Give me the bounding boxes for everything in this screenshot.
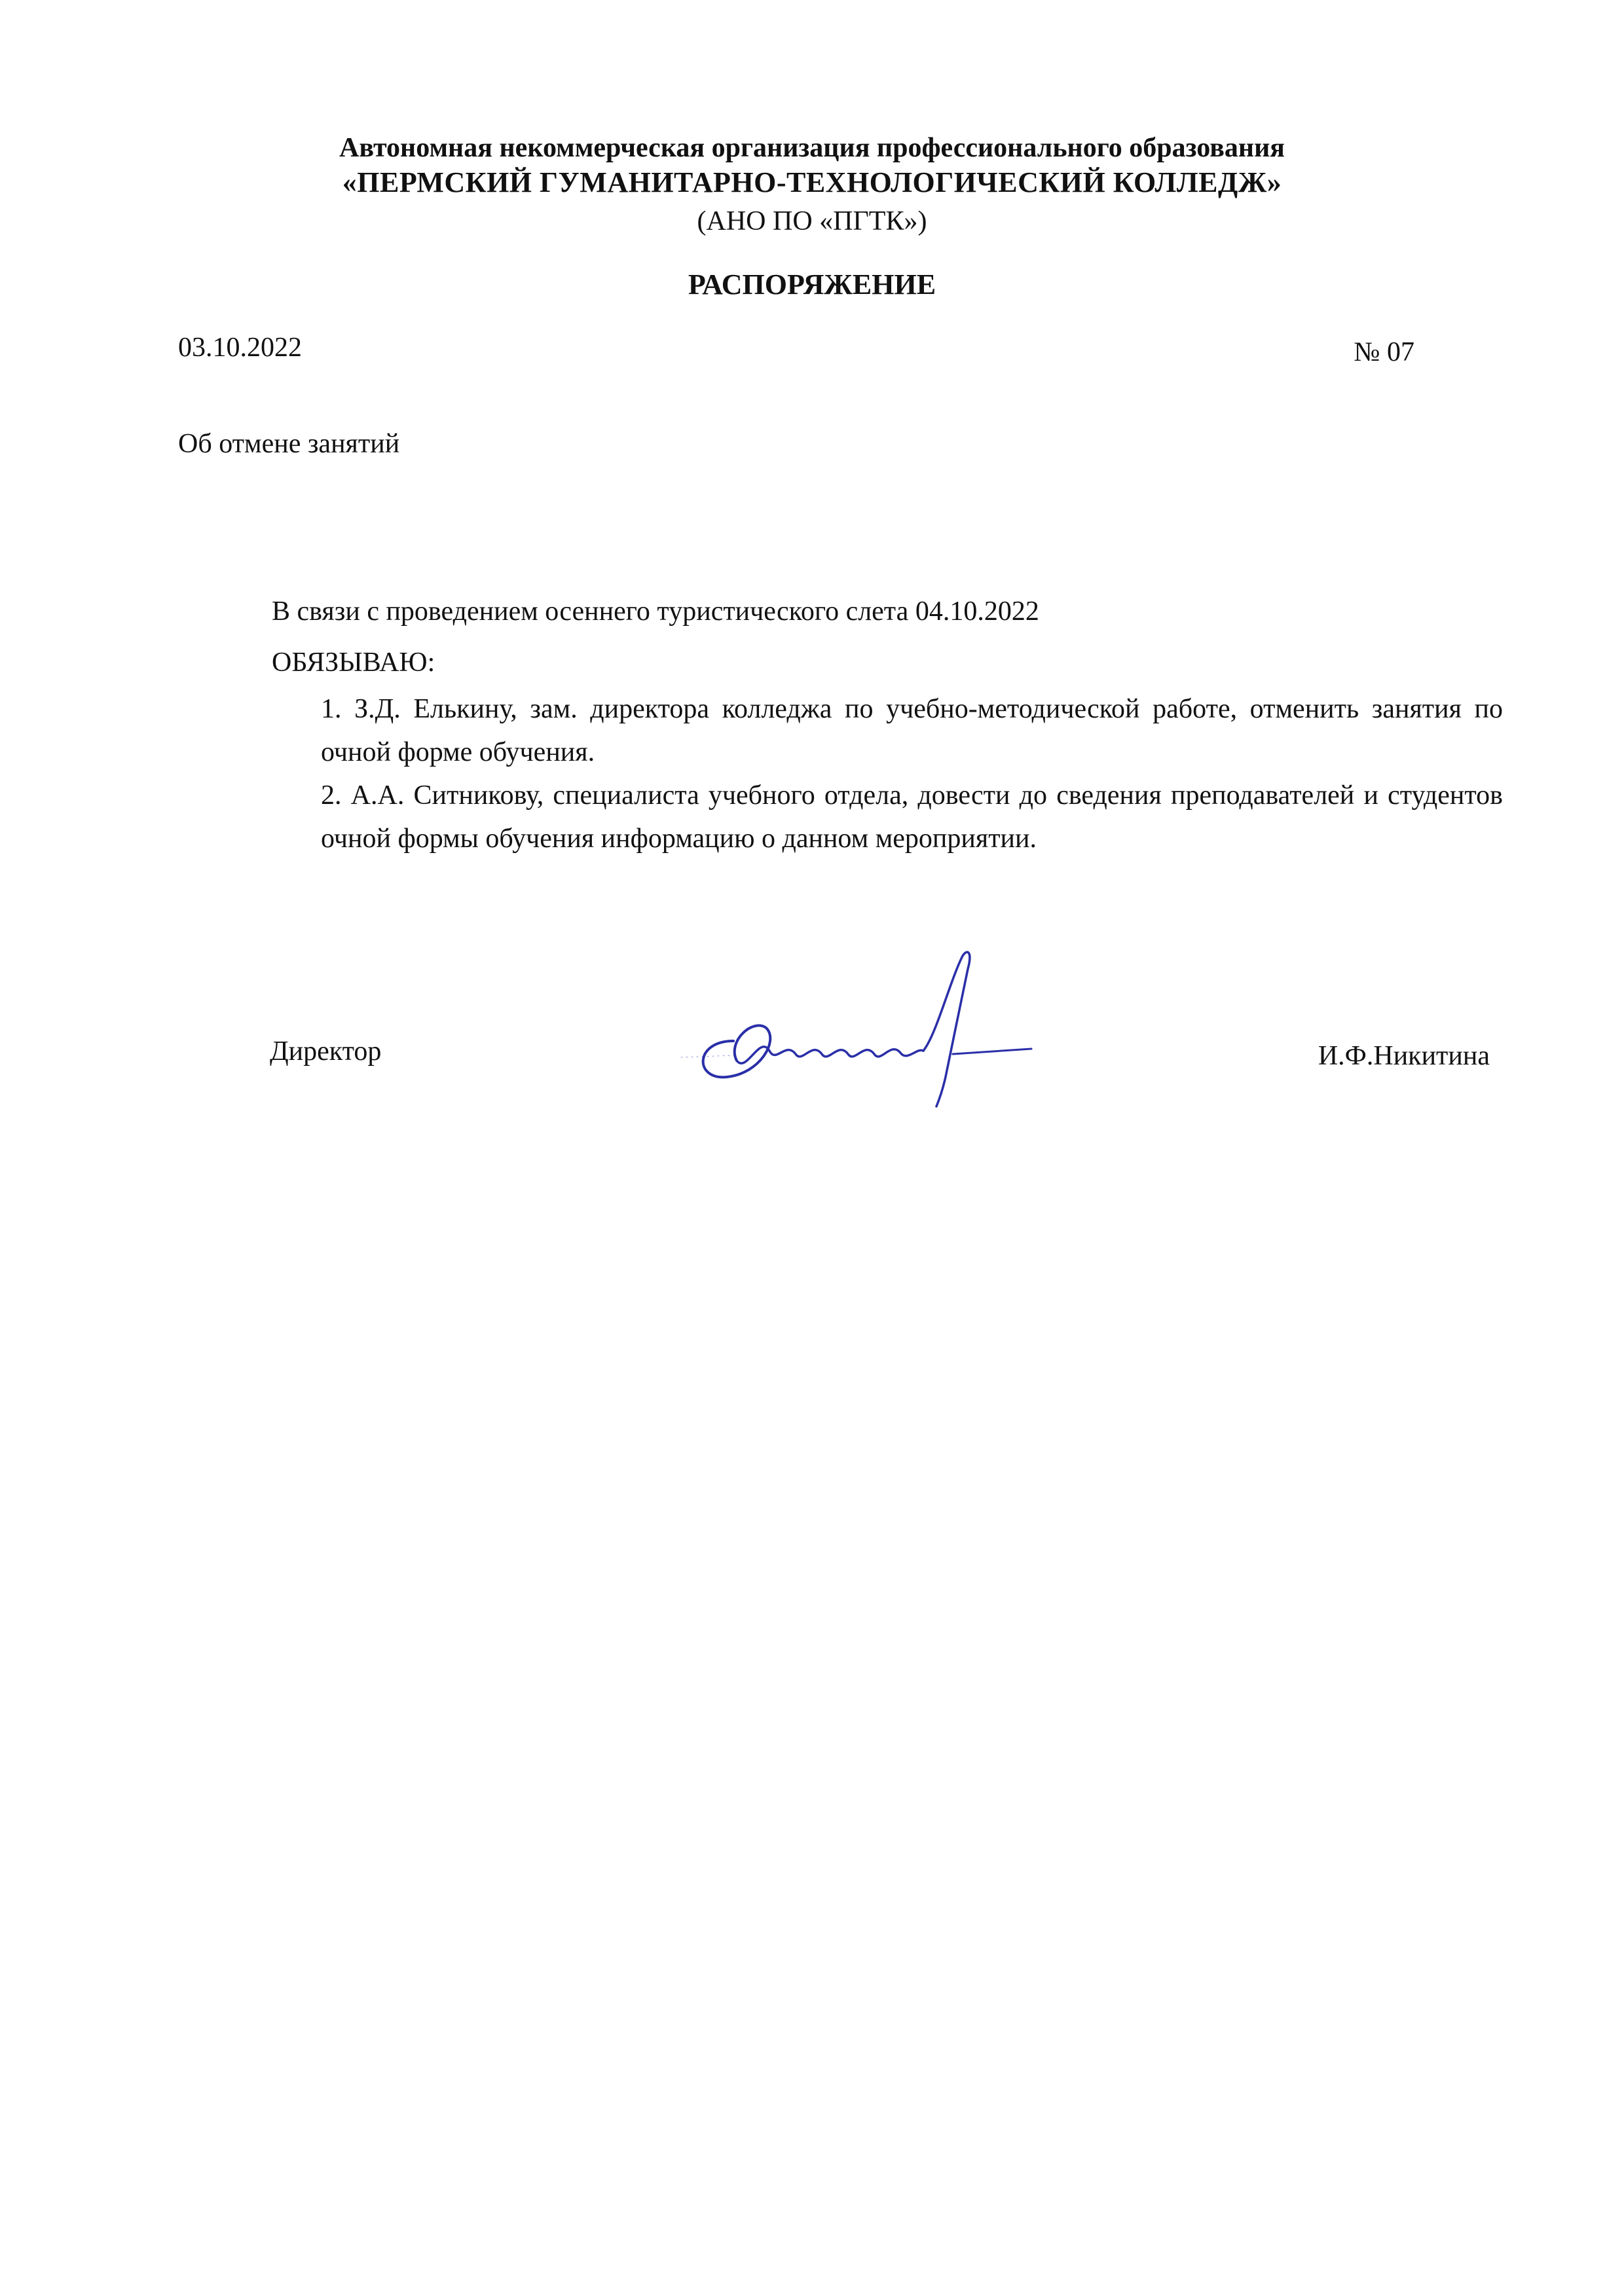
directive-items [321, 687, 1503, 860]
directive-item: 1. З.Д. Елькину, зам. директора колледжа по учебно-методической работе, отменить занятия по очной форме обучения. [321, 694, 1503, 767]
directive-item: 2. А.А. Ситникову, специалиста учебного отдела, довести до сведения преподавателей и студентов очной формы обучения информацию о данном мероприятии. [321, 780, 1503, 854]
handwritten-signature [655, 943, 1061, 1113]
organization-name: «ПЕРМСКИЙ ГУМАНИТАРНО-ТЕХНОЛОГИЧЕСКИЙ КОЛЛЕДЖ» [342, 166, 1282, 198]
organization-line: Автономная некоммерческая организация профессионального образования [339, 133, 1285, 163]
signatory-name: И.Ф.Никитина [1318, 1041, 1490, 1071]
organization-short-name: (АНО ПО «ПГТК») [697, 206, 927, 236]
document-type: РАСПОРЯЖЕНИЕ [688, 268, 936, 301]
document-directive: ОБЯЗЫВАЮ: [272, 647, 435, 678]
document-number: № 07 [1354, 337, 1414, 367]
document-preamble: В связи с проведением осеннего туристического слета 04.10.2022 [272, 596, 1039, 627]
document-subject: Об отмене занятий [178, 429, 400, 459]
signatory-title: Директор [270, 1036, 382, 1066]
document-date: 03.10.2022 [178, 333, 302, 363]
